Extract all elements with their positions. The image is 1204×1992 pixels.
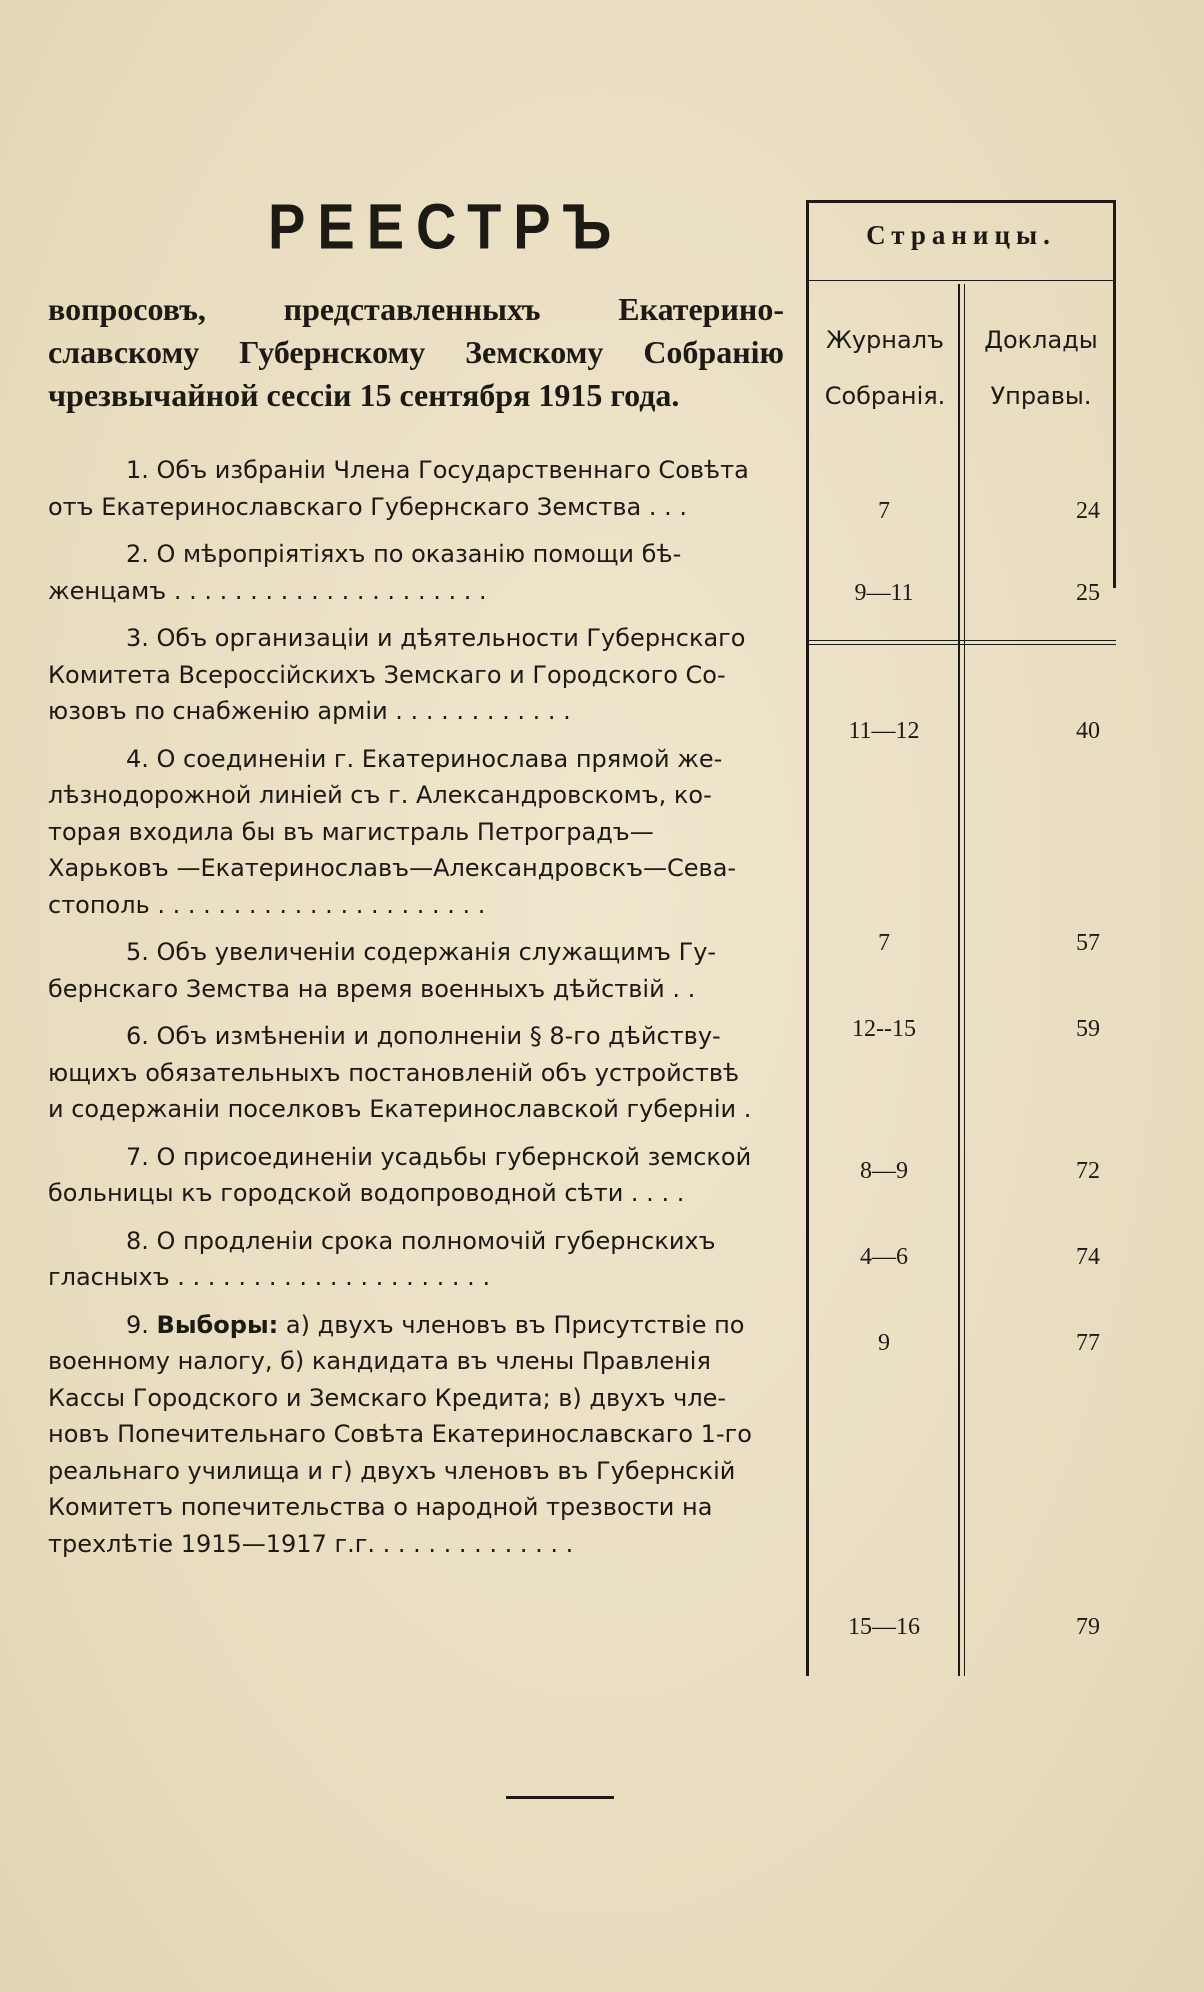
item-line: 9. Выборы: а) двухъ членовъ въ Присутствіе по (126, 1310, 745, 1339)
subtitle-line: вопросовъ, представленныхъ Екатерино- (48, 291, 784, 327)
column-header-reports (966, 312, 1116, 424)
table-header: Страницы. (866, 220, 1056, 250)
item-line: военному налогу, б) кандидата въ члены Правленія (48, 1347, 711, 1375)
list-item (48, 934, 784, 1007)
report-page: 79 (1076, 1614, 1100, 1640)
table-header-rule (806, 280, 1116, 281)
closing-rule (506, 1796, 614, 1799)
item-line: женцамъ . . . . . . . . . . . . . . . . . . . . . (48, 576, 487, 605)
item-line: 5. Объ увеличеніи содержанія служащимъ Гу- (126, 938, 717, 966)
list-item (48, 452, 784, 525)
column-header-line: Управы. (990, 382, 1092, 410)
table-subheader-rule (806, 640, 1116, 641)
subtitle-line: славскому Губернскому Земскому Собранію (48, 334, 784, 370)
items-list (48, 452, 784, 1573)
report-page: 72 (1076, 1158, 1100, 1184)
pages-table (806, 200, 1116, 1676)
item-line: 4. О соединеніи г. Екатеринослава прямой же- (126, 744, 723, 773)
journal-page: 7 (878, 930, 890, 956)
report-page: 74 (1076, 1244, 1100, 1270)
item-line: ющихъ обязательныхъ постановленій объ устройствѣ (48, 1058, 740, 1087)
item-line: юзовъ по снабженію арміи . . . . . . . . . . . . (48, 697, 571, 725)
report-page: 40 (1076, 718, 1100, 744)
page-title: РЕЕСТРЪ (268, 189, 624, 263)
item-line: 3. Объ организаціи и дѣятельности Губернскаго (126, 624, 746, 652)
table-column-rule (958, 284, 960, 1676)
list-item (48, 620, 784, 730)
list-item (48, 1307, 784, 1563)
item-line: больницы къ городской водопроводной сѣти . . . . (48, 1179, 685, 1207)
journal-page: 9 (878, 1330, 890, 1356)
list-item (48, 536, 784, 609)
item-line: Комитетъ попечительства о народной трезвости на (48, 1493, 713, 1521)
elections-label: Выборы: (156, 1310, 279, 1339)
list-item (48, 1139, 784, 1212)
document-subtitle (48, 288, 784, 417)
item-line: 6. Объ измѣненіи и дополненіи § 8-го дѣйству- (126, 1022, 721, 1050)
column-header-journal (810, 312, 960, 424)
item-line: 2. О мѣропріятіяхъ по оказанію помощи бѣ- (126, 540, 682, 568)
journal-page: 12--15 (852, 1016, 916, 1042)
item-line: 1. Объ избраніи Члена Государственнаго Совѣта (126, 456, 749, 484)
list-item (48, 1018, 784, 1128)
table-top-rule (806, 200, 1116, 203)
item-line: реальнаго училища и г) двухъ членовъ въ Губернскій (48, 1456, 736, 1485)
item-line: 8. О продленіи срока полномочій губернскихъ (126, 1226, 716, 1255)
list-item (48, 741, 784, 924)
column-header-line: Собранія. (824, 382, 946, 410)
item-line: Комитета Всероссійскихъ Земскаго и Городского Со- (48, 660, 726, 689)
journal-page: 11—12 (848, 718, 920, 744)
report-page: 25 (1076, 580, 1100, 606)
report-page: 57 (1076, 930, 1100, 956)
journal-page: 4—6 (860, 1244, 908, 1270)
report-page: 77 (1076, 1330, 1100, 1356)
item-line: Харьковъ —Екатеринославъ—Александровскъ—Сева- (48, 854, 737, 882)
subtitle-line: чрезвычайной сессіи 15 сентября 1915 года. (48, 377, 680, 413)
list-item (48, 1223, 784, 1296)
item-line: 7. О присоединеніи усадьбы губернской земской (126, 1142, 752, 1171)
journal-page: 15—16 (848, 1614, 920, 1640)
column-header-line: Журналъ (826, 326, 944, 354)
item-line: торая входила бы въ магистраль Петроградъ— (48, 817, 654, 846)
item-line: новъ Попечительнаго Совѣта Екатеринославскаго 1-го (48, 1420, 752, 1448)
item-line: Кассы Городского и Земскаго Кредита; в) двухъ чле- (48, 1383, 727, 1412)
report-page: 24 (1076, 498, 1100, 524)
item-line: лѣзнодорожной линіей съ г. Александровскомъ, ко- (48, 781, 712, 809)
report-page: 59 (1076, 1016, 1100, 1042)
item-line: стополь . . . . . . . . . . . . . . . . . . . . . . (48, 890, 486, 919)
journal-page: 7 (878, 498, 890, 524)
table-left-rule (806, 200, 809, 1676)
column-header-line: Доклады (984, 326, 1098, 354)
journal-page: 8—9 (860, 1158, 908, 1184)
table-column-rule (964, 284, 965, 1676)
item-line: и содержаніи поселковъ Екатеринославской губерніи . (48, 1095, 752, 1123)
item-line: отъ Екатеринославскаго Губернскаго Земства . . . (48, 492, 687, 521)
journal-page: 9—11 (854, 580, 914, 606)
item-line: гласныхъ . . . . . . . . . . . . . . . . . . . . . (48, 1263, 491, 1291)
table-subheader-rule (806, 644, 1116, 645)
item-line: бернскаго Земства на время военныхъ дѣйствій . . (48, 974, 696, 1003)
item-line: трехлѣтіе 1915—1917 г.г. . . . . . . . . . . . . . (48, 1529, 574, 1558)
